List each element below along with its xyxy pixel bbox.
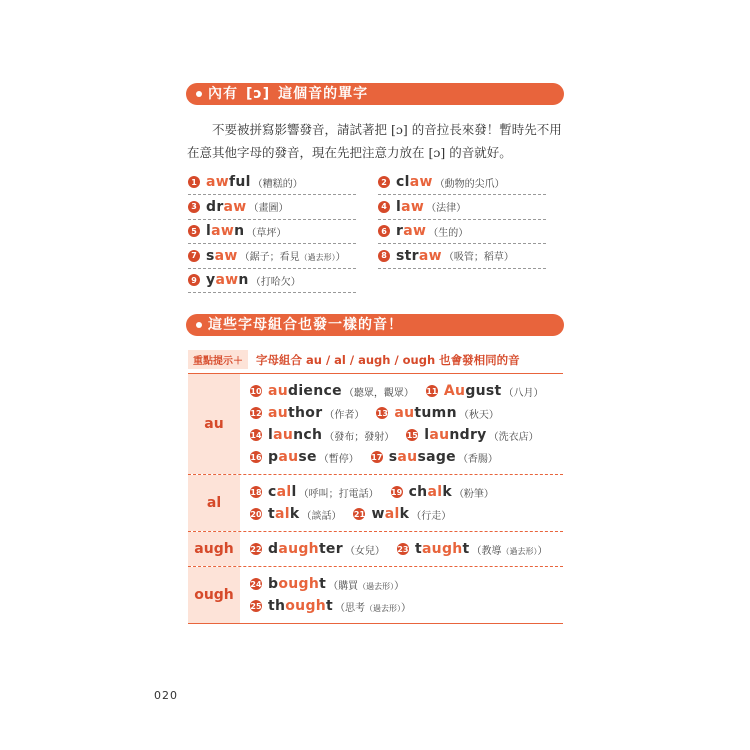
word-entry (188, 219, 356, 244)
word-entry (406, 427, 538, 443)
chinese-meaning: （畫圖） (248, 203, 289, 214)
highlight-letters: al (427, 484, 443, 500)
intro-paragraph: 不要被拼寫影響發音，請試著把 [ɔ] 的音拉長來發！暫時先不用在意其他字母的發音，現在先把注意力放在 [ɔ] 的音就好。 (187, 122, 562, 160)
highlight-letters: au (278, 449, 299, 465)
english-word: awful (206, 174, 251, 190)
word-entry (250, 449, 359, 465)
word-cell (240, 374, 556, 474)
chinese-meaning: （香腸） (457, 453, 498, 465)
word-entry (250, 598, 411, 614)
word-line (250, 595, 423, 617)
highlight-letters: al (276, 484, 292, 500)
number-badge: 13 (376, 408, 388, 418)
banner-title-post: 這個音的單字 (278, 86, 369, 102)
chinese-meaning: （打哈欠） (250, 276, 301, 288)
number-badge: 2 (378, 176, 390, 188)
chinese-meaning: （粉筆） (453, 488, 494, 500)
english-word: author (268, 405, 323, 421)
meaning-note: （過去形） (299, 253, 336, 262)
highlight-letters: aw (211, 223, 235, 239)
number-badge: 21 (353, 509, 366, 519)
number-badge: 10 (250, 386, 262, 396)
chinese-meaning: （糟糕的） (252, 178, 303, 190)
english-word: launch (268, 427, 323, 443)
highlight-letters: aw (403, 223, 427, 239)
chinese-meaning: （女兒） (344, 545, 385, 557)
word-entry (378, 195, 546, 220)
word-entry (353, 506, 451, 522)
number-badge: 11 (426, 386, 438, 396)
chinese-meaning: （草坪） (246, 227, 287, 239)
chinese-meaning: （購買（過去形）） (328, 580, 405, 592)
word-line (250, 402, 556, 424)
chinese-meaning: （發布；發射） (324, 431, 395, 443)
letter-combo: ough (188, 567, 240, 623)
word-line (250, 573, 423, 595)
english-word: call (268, 484, 297, 500)
number-badge: 24 (250, 579, 262, 589)
chinese-meaning: （作者） (324, 409, 365, 421)
highlight-letters: Au (443, 383, 466, 399)
banner-title-pre: 內有 (208, 86, 238, 102)
english-word: pause (268, 449, 317, 465)
word-entry (426, 383, 544, 399)
number-badge: 5 (188, 225, 200, 237)
chinese-meaning: （教導（過去形）） (471, 545, 548, 557)
word-cell (240, 532, 560, 566)
english-word: walk (371, 506, 410, 522)
number-badge: 25 (250, 601, 262, 611)
word-entry (188, 170, 356, 195)
chinese-meaning: （談話） (301, 510, 342, 522)
chinese-meaning: （生的） (428, 227, 469, 239)
english-word: saw (206, 247, 238, 264)
tip-line (188, 350, 520, 369)
number-badge: 16 (250, 452, 262, 462)
table-row (188, 532, 563, 567)
chinese-meaning: （八月） (503, 387, 544, 399)
highlight-letters: au (273, 427, 294, 443)
tip-badge: 重點提示＋ (188, 350, 248, 369)
number-badge: 19 (391, 487, 403, 497)
number-badge: 6 (378, 225, 390, 237)
word-line (250, 538, 560, 560)
english-word: claw (396, 174, 433, 190)
chinese-meaning: （暫停） (318, 453, 359, 465)
number-badge: 15 (406, 430, 418, 440)
word-entry (378, 170, 546, 195)
word-entry (188, 268, 356, 293)
bullet-dot-icon (196, 91, 202, 97)
word-entry (250, 484, 379, 500)
number-badge: 22 (250, 544, 262, 554)
number-badge: 18 (250, 487, 262, 497)
english-word: law (396, 198, 425, 215)
english-word: August (443, 383, 502, 399)
highlight-letters: ough (285, 598, 327, 614)
letter-combo: augh (188, 532, 240, 566)
chinese-meaning: （法律） (426, 203, 467, 214)
word-entry (250, 383, 414, 399)
word-entry (378, 219, 546, 244)
word-entry (391, 484, 494, 500)
highlight-letters: aw (214, 247, 238, 264)
table-row (188, 475, 563, 532)
number-badge: 7 (188, 250, 200, 262)
english-word: talk (268, 506, 300, 522)
letter-combo: al (188, 475, 240, 531)
number-badge: 1 (188, 176, 200, 188)
chinese-meaning: （秋天） (458, 409, 499, 421)
bullet-dot-icon (196, 322, 202, 328)
word-entry (397, 541, 548, 557)
banner-title: 這些字母組合也發一樣的音！ (208, 317, 403, 333)
word-entry (250, 506, 341, 522)
word-entry (376, 405, 498, 421)
english-word: daughter (268, 541, 343, 557)
highlight-letters: augh (421, 541, 463, 557)
page-number: 020 (154, 689, 178, 702)
highlight-letters: au (429, 427, 450, 443)
letter-combo: au (188, 374, 240, 474)
word-entry (188, 244, 356, 269)
chinese-meaning: （行走） (411, 510, 452, 522)
highlight-letters: aw (215, 272, 239, 288)
word-cell (240, 475, 506, 531)
chinese-meaning: （動物的尖爪） (434, 178, 505, 190)
chinese-meaning: （洗衣店） (488, 431, 539, 443)
chinese-meaning: （吸管；稻草） (443, 252, 514, 263)
number-badge: 4 (378, 201, 390, 213)
word-cell (240, 567, 423, 623)
number-badge: 23 (397, 544, 409, 554)
english-word: raw (396, 223, 427, 239)
word-entry (250, 541, 385, 557)
tip-text: 字母組合 au / al / augh / ough 也會發相同的音 (256, 352, 520, 367)
english-word: autumn (394, 405, 457, 421)
word-entry (188, 195, 356, 220)
number-badge: 17 (371, 452, 383, 462)
highlight-letters: al (275, 506, 290, 522)
chinese-meaning: （鋸子；看見（過去形）） (239, 252, 346, 263)
english-word: yawn (206, 272, 249, 288)
highlight-letters: ough (278, 576, 320, 592)
highlight-letters: aw (223, 198, 247, 215)
meaning-note: （過去形） (501, 546, 538, 556)
word-entry (250, 405, 364, 421)
table-row (188, 374, 563, 475)
highlight-letters: aw (409, 174, 433, 190)
highlight-letters: aw (418, 247, 442, 264)
table-row (188, 567, 563, 623)
number-badge: 14 (250, 430, 262, 440)
highlight-letters: au (268, 383, 289, 399)
word-line (250, 446, 556, 468)
highlight-letters: aw (206, 174, 229, 190)
english-word: thought (268, 598, 334, 614)
word-line (250, 380, 556, 402)
highlight-letters: au (394, 405, 415, 421)
english-word: laundry (424, 427, 487, 443)
banner-phonetic: [ɔ] (246, 86, 271, 102)
number-badge: 12 (250, 408, 262, 418)
highlight-letters: al (384, 506, 400, 522)
word-entry (250, 576, 404, 592)
highlight-letters: augh (278, 541, 319, 557)
section-banner-combos (186, 314, 564, 336)
chinese-meaning: （呼叫；打電話） (298, 488, 379, 500)
meaning-note: （過去形） (358, 581, 395, 591)
english-word: lawn (206, 223, 245, 239)
word-entry (250, 427, 394, 443)
highlight-letters: au (397, 449, 418, 465)
english-word: draw (206, 198, 247, 215)
number-badge: 20 (250, 509, 262, 519)
combo-table (188, 373, 563, 624)
word-line (250, 424, 556, 446)
english-word: bought (268, 576, 327, 592)
number-badge: 9 (188, 274, 200, 286)
english-word: straw (396, 247, 442, 264)
word-line (250, 503, 506, 525)
word-entry (378, 244, 546, 269)
chinese-meaning: （思考（過去形）） (335, 602, 412, 614)
chinese-meaning: （聽眾，觀眾） (343, 387, 414, 399)
highlight-letters: au (268, 405, 289, 421)
word-entry (371, 449, 498, 465)
section-banner-aw (186, 83, 564, 105)
english-word: taught (414, 541, 470, 557)
meaning-note: （過去形） (365, 603, 402, 613)
number-badge: 3 (188, 201, 200, 213)
number-badge: 8 (378, 250, 390, 262)
english-word: sausage (388, 449, 456, 465)
english-word: audience (268, 383, 342, 399)
english-word: chalk (408, 484, 452, 500)
word-line (250, 481, 506, 503)
highlight-letters: aw (401, 198, 425, 215)
